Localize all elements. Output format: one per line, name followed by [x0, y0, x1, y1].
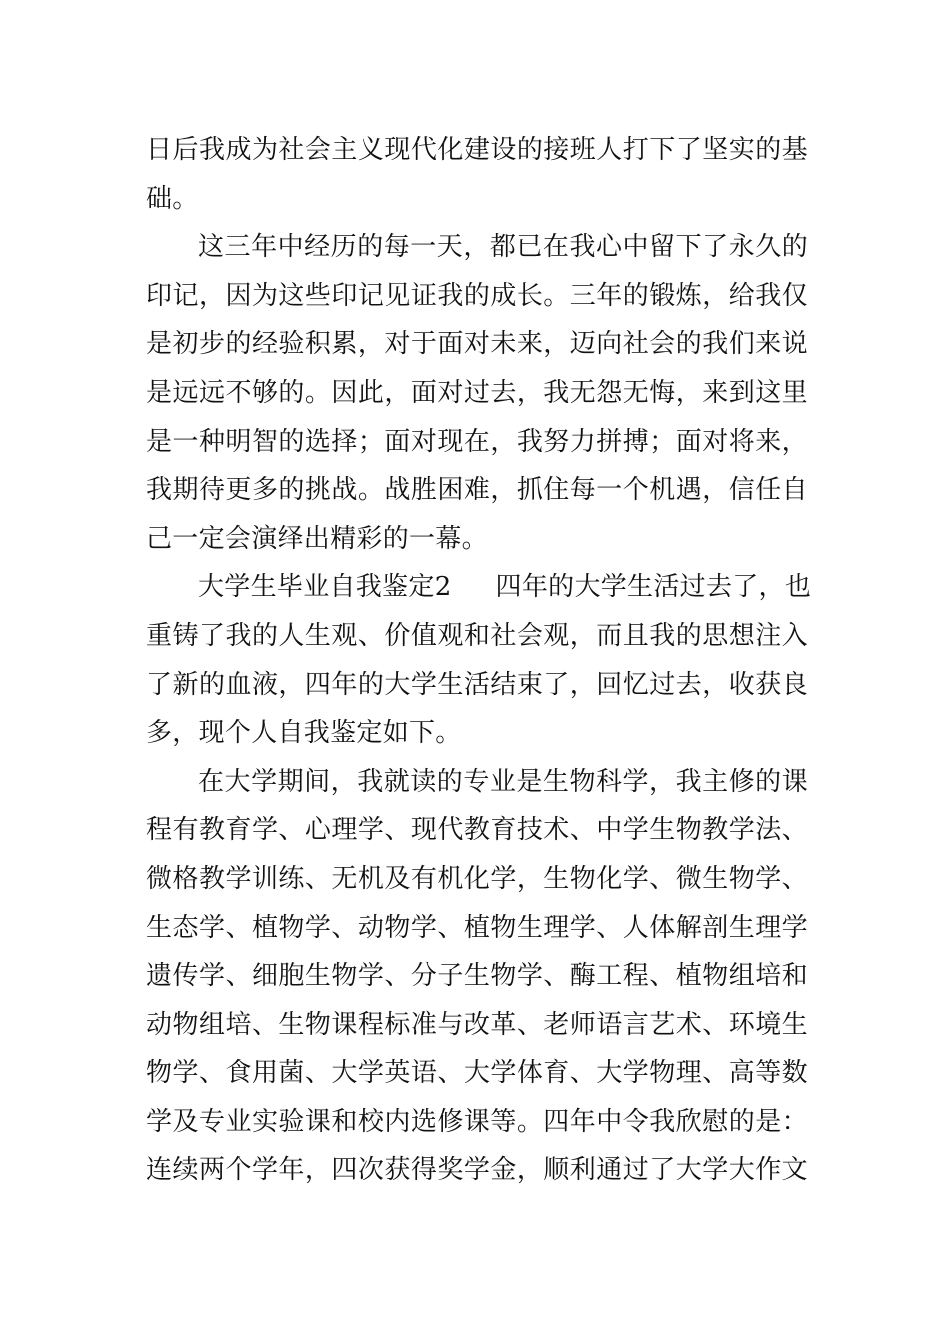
text-line: 学及专业实验课和校内选修课等。四年中令我欣慰的是：	[146, 1106, 808, 1137]
text-line: 印记，因为这些印记见证我的成长。三年的锻炼，给我仅	[146, 280, 808, 311]
text-line: 生态学、植物学、动物学、植物生理学、人体解剖生理学	[146, 912, 808, 943]
text-line: 遗传学、细胞生物学、分子生物学、酶工程、植物组培和	[146, 961, 808, 992]
text-line: 在大学期间，我就读的专业是生物科学，我主修的课	[198, 766, 808, 797]
heading-line	[146, 563, 812, 612]
body-text	[146, 126, 812, 1195]
text-line: 多，现个人自我鉴定如下。	[146, 718, 462, 749]
text-line: 日后我成为社会主义现代化建设的接班人打下了坚实的基	[146, 135, 808, 165]
text-line: 程有教育学、心理学、现代教育技术、中学生物教学法、	[146, 815, 808, 846]
text-line: 是初步的经验积累，对于面对未来，迈向社会的我们来说	[146, 329, 808, 360]
text-line: 微格教学训练、无机及有机化学，生物化学、微生物学、	[146, 863, 808, 894]
text-line: 物学、食用菌、大学英语、大学体育、大学物理、高等数	[146, 1058, 808, 1089]
section-heading: 大学生毕业自我鉴定2	[198, 572, 452, 603]
text-line: 是远远不够的。因此，面对过去，我无怨无悔，来到这里	[146, 377, 808, 408]
text-span: 四年的大学生活过去了，也	[495, 572, 812, 603]
text-line: 我期待更多的挑战。战胜困难，抓住每一个机遇，信任自	[146, 475, 808, 506]
text-line: 重铸了我的人生观、价值观和社会观，而且我的思想注入	[146, 620, 808, 651]
text-line: 动物组培、生物课程标准与改革、老师语言艺术、环境生	[146, 1009, 808, 1040]
text-line: 础。	[146, 183, 199, 214]
text-line: 连续两个学年，四次获得奖学金，顺利通过了大学大作文	[146, 1155, 808, 1186]
text-line: 了新的血液，四年的大学生活结束了，回忆过去，收获良	[146, 669, 808, 700]
text-line: 是一种明智的选择；面对现在，我努力拼搏；面对将来，	[146, 426, 808, 457]
text-line: 这三年中经历的每一天，都已在我心中留下了永久的	[198, 232, 808, 263]
text-line: 己一定会演绎出精彩的一幕。	[146, 523, 488, 554]
